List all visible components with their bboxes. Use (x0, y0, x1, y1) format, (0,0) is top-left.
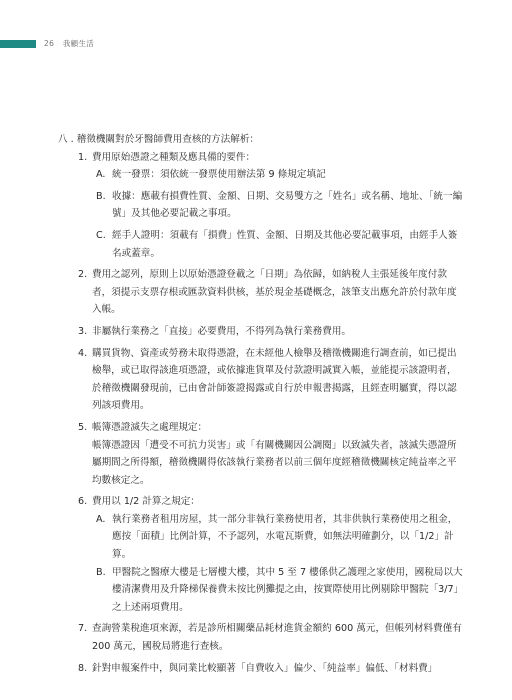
list-item (58, 345, 464, 415)
header-accent-bar (0, 40, 36, 48)
sub-item (58, 188, 464, 223)
sub-item-number: B. (96, 566, 106, 578)
list-item (58, 620, 464, 655)
sub-item-number: C. (96, 229, 106, 241)
sub-item (58, 166, 464, 184)
item-text: 費用原始憑證之種類及應具備的要件： (92, 151, 256, 163)
item-number: 5. (78, 421, 88, 433)
item-text: 非屬執行業務之「直接」必要費用，不得列為執行業務費用。 (92, 325, 352, 337)
sub-item (58, 227, 464, 262)
item-paragraph: 帳簿憑證因「遭受不可抗力災害」或「有關機關因公調閱」以致滅失者，該滅失憑證所屬期間之所得額，稽徵機關得依該執行業務者以前三個年度經稽徵機關核定純益率之平均數核定之。 (92, 439, 457, 486)
sub-item-number: B. (96, 190, 106, 202)
page-number: 26 (44, 39, 55, 48)
list-item (58, 419, 464, 437)
item-text: 查詢營業稅進項來源，若是診所相關藥品耗材進貨金額約 600 萬元，但帳列材料費僅有 200 萬元，國稅局將進行查核。 (92, 623, 462, 653)
sub-item-text: 執行業務者租用房屋，其一部分非執行業務使用者，其非供執行業務使用之租金，應按「面積」比例計算，不予認列，水電瓦斯費，如無法明確劃分，以「1/2」計算。 (112, 513, 458, 561)
list-item (58, 493, 464, 511)
list-item (58, 266, 464, 319)
item-text: 費用以 1/2 計算之規定： (92, 496, 200, 508)
sub-item-text: 統一發票：須依統一發票使用辦法第 9 條規定填記 (112, 169, 326, 181)
sub-item-number: A. (96, 169, 106, 181)
item-number: 7. (78, 623, 88, 635)
item-text: 針對申報案件中，與同業比較顯著「自費收入」偏少、「純益率」偏低、「材料費」 (92, 662, 438, 674)
item-text: 帳簿憑證滅失之處理規定： (92, 421, 208, 433)
item-number: 2. (78, 269, 88, 281)
document-body (58, 131, 464, 677)
item-number: 4. (78, 347, 88, 359)
sub-item (58, 511, 464, 564)
section-title: 八 . 稽徵機關對於牙醫師費用查核的方法解析： (58, 134, 260, 145)
list-item (58, 323, 464, 341)
list-item (58, 149, 464, 167)
list-item (58, 660, 464, 678)
sub-item-text: 甲醫院之醫療大樓是七層樓大樓，其中 5 至 7 樓係供乙護理之家使用，國稅局以大樓清潔費用及升降梯保養費未按比例攤提之由，按實際使用比例剔除甲醫院「3/7」之上述兩項費用。 (112, 566, 464, 613)
item-number: 1. (78, 151, 88, 163)
running-header (44, 38, 94, 49)
item-number: 8. (78, 662, 88, 674)
item-text: 費用之認列，原則上以原始憑證登載之「日期」為依歸，如納稅人主張延後年度付款者，須提示支票存根或匯款資料供核，基於現金基礎概念，該筆支出應允許於付款年度入帳。 (92, 269, 457, 316)
sub-item-number: A. (96, 513, 106, 525)
sub-item-text: 經手人證明：須載有「損費」性質、金額、日期及其他必要記載事項，由經手人簽名或蓋章。 (112, 229, 458, 259)
item-text: 購買貨物、資產或勞務未取得憑證，在未經他人檢舉及稽徵機關進行調查前，如已提出檢舉，或已取得該進項憑證，或依據進貨單及付款證明誠實入帳，並能提示該證明者，於稽徵機關發現前，已由會計師簽證揭露或自行於申報書揭露，且經查明屬實，得以認列該項費用。 (92, 347, 457, 412)
running-title: 我顧生活 (62, 39, 95, 48)
sub-item (58, 564, 464, 617)
item-number: 3. (78, 325, 88, 337)
item-number: 6. (78, 496, 88, 508)
sub-item-text: 收據：應載有損費性質、金額、日期、交易雙方之「姓名」或名稱、地址、「統一編號」及其他必要記載之事項。 (112, 190, 463, 220)
